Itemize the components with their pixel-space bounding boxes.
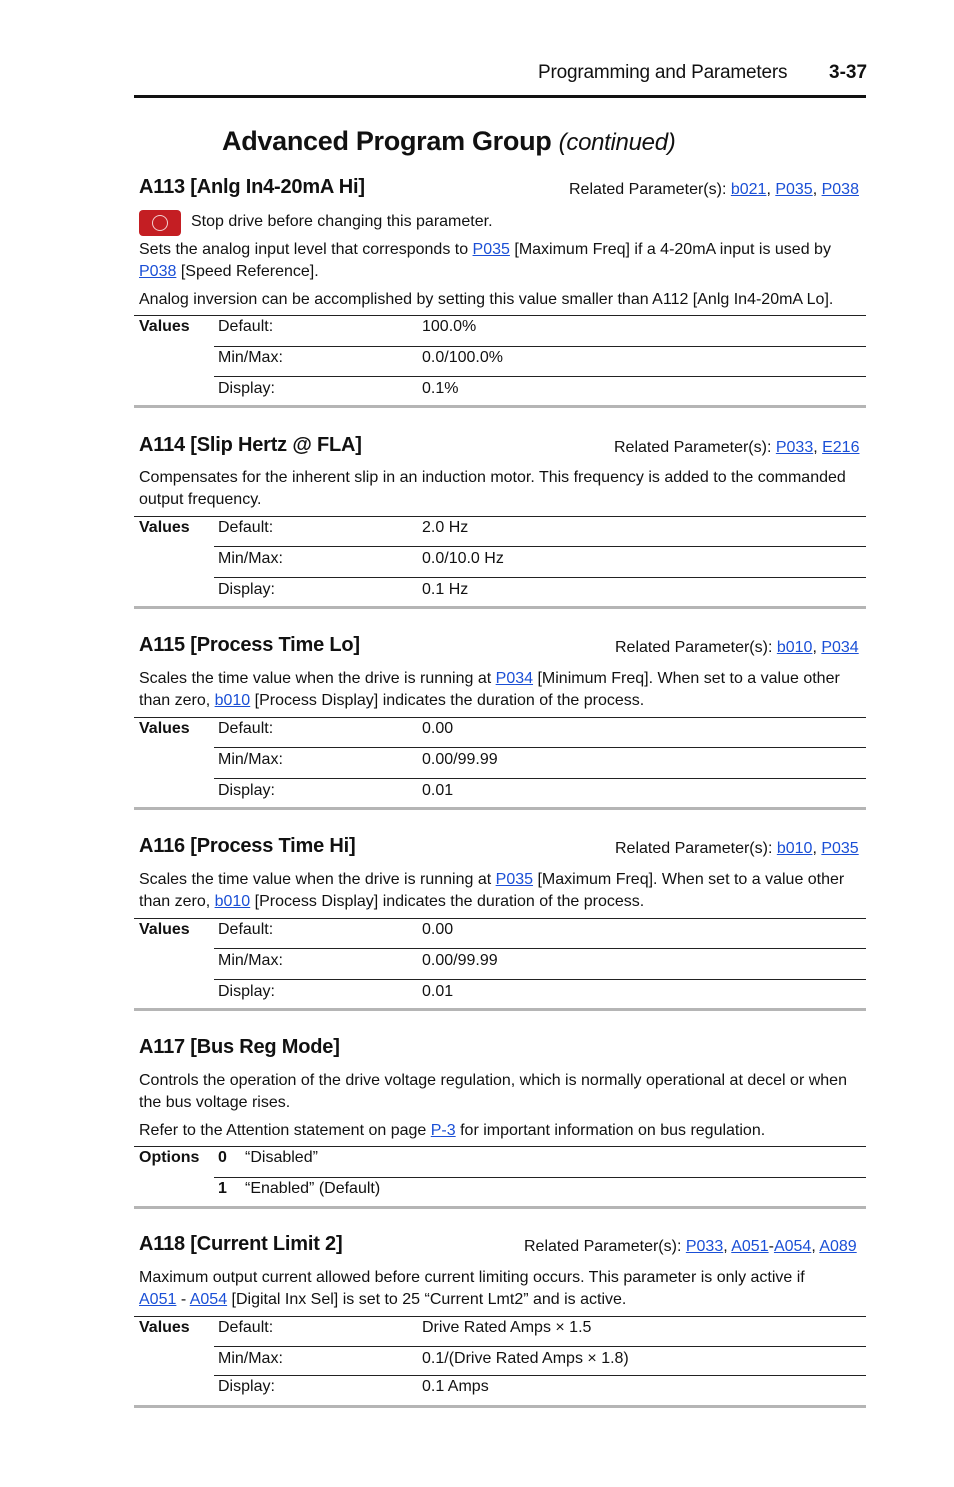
table-rule <box>134 315 866 316</box>
page-title-main: Advanced Program Group <box>222 126 552 156</box>
display-value: 0.01 <box>422 782 454 799</box>
table-rule <box>214 747 866 748</box>
desc-a115 <box>139 668 869 712</box>
related-label: Related Parameter(s): <box>569 181 727 198</box>
display-label: Display: <box>218 581 275 598</box>
table-rule <box>214 546 866 547</box>
minmax-value: 0.1/(Drive Rated Amps × 1.8) <box>422 1350 629 1367</box>
related-params-a116: Related Parameter(s): b010, P035 <box>615 840 859 857</box>
minmax-label: Min/Max: <box>218 952 283 969</box>
link-p038[interactable]: P038 <box>821 181 859 198</box>
related-params-a113: Related Parameter(s): b021, P035, P038 <box>569 181 859 198</box>
ref-a117 <box>139 1120 765 1142</box>
values-label: Values <box>139 318 190 335</box>
param-title-a113: A113 [Anlg In4-20mA Hi] <box>139 176 365 198</box>
table-bottom-rule <box>134 807 866 810</box>
related-label: Related Parameter(s): <box>615 840 773 857</box>
display-label: Display: <box>218 983 275 1000</box>
display-value: 0.01 <box>422 983 454 1000</box>
desc-text: Compensates for the inherent slip in an induction motor. This frequency is added to the commanded <box>139 469 846 486</box>
table-rule <box>214 346 866 347</box>
desc-text: output frequency. <box>139 491 262 508</box>
table-rule <box>214 948 866 949</box>
desc-text: for important information on bus regulation. <box>455 1122 766 1139</box>
values-label: Values <box>139 720 190 737</box>
table-rule <box>134 1316 866 1317</box>
desc-text: Scales the time value when the drive is running at <box>139 670 496 687</box>
table-bottom-rule <box>134 1206 866 1209</box>
option-label: “Enabled” (Default) <box>245 1180 381 1197</box>
link-a089[interactable]: A089 <box>819 1238 857 1255</box>
param-title-a114: A114 [Slip Hertz @ FLA] <box>139 434 362 456</box>
default-value: 0.00 <box>422 921 454 938</box>
table-bottom-rule <box>134 606 866 609</box>
default-value: Drive Rated Amps × 1.5 <box>422 1319 592 1336</box>
desc-a113 <box>139 239 869 283</box>
table-rule <box>134 717 866 718</box>
values-label: Values <box>139 519 190 536</box>
default-label: Default: <box>218 921 274 938</box>
link-p035[interactable]: P035 <box>775 181 813 198</box>
desc-text: Refer to the Attention statement on page <box>139 1122 431 1139</box>
desc-text: than zero, <box>139 692 215 709</box>
option-number: 1 <box>218 1180 227 1197</box>
values-label: Values <box>139 921 190 938</box>
link-a051[interactable]: A051 <box>731 1238 769 1255</box>
default-label: Default: <box>218 318 274 335</box>
desc-text: Maximum output current allowed before current limiting occurs. This parameter is only active if <box>139 1269 805 1286</box>
table-bottom-rule <box>134 405 866 408</box>
table-bottom-rule <box>134 1008 866 1011</box>
param-title-a115: A115 [Process Time Lo] <box>139 634 360 656</box>
display-value: 0.1 Amps <box>422 1378 489 1395</box>
param-title-a118: A118 [Current Limit 2] <box>139 1233 343 1255</box>
stop-drive-note: Stop drive before changing this parameter. <box>191 213 493 230</box>
link-b010[interactable]: b010 <box>214 893 251 910</box>
display-label: Display: <box>218 782 275 799</box>
desc-a117 <box>139 1070 869 1114</box>
link-e216[interactable]: E216 <box>822 439 860 456</box>
desc-a114 <box>139 467 869 511</box>
table-rule <box>214 1177 866 1178</box>
link-p038[interactable]: P038 <box>139 263 177 280</box>
link-p035[interactable]: P035 <box>495 871 534 888</box>
default-label: Default: <box>218 720 274 737</box>
desc-text: Scales the time value when the drive is running at <box>139 871 496 888</box>
link-p-3[interactable]: P-3 <box>430 1122 456 1139</box>
minmax-value: 0.0/10.0 Hz <box>422 550 504 567</box>
table-bottom-rule <box>134 1405 866 1408</box>
page-title <box>222 126 675 157</box>
link-p035[interactable]: P035 <box>821 840 859 857</box>
header-rule <box>134 95 866 98</box>
default-label: Default: <box>218 1319 274 1336</box>
desc-text: [Speed Reference]. <box>176 263 319 280</box>
table-rule <box>214 577 866 578</box>
link-b010[interactable]: b010 <box>214 692 251 709</box>
display-label: Display: <box>218 380 275 397</box>
link-p034[interactable]: P034 <box>821 639 859 656</box>
desc-text: [Minimum Freq]. When set to a value other <box>533 670 840 687</box>
related-label: Related Parameter(s): <box>615 639 773 656</box>
table-rule <box>134 1146 866 1147</box>
running-header-title: Programming and Parameters <box>538 62 788 83</box>
page-number: 3-37 <box>829 62 868 83</box>
table-rule <box>214 1346 866 1347</box>
param-title-a117: A117 [Bus Reg Mode] <box>139 1036 340 1058</box>
minmax-label: Min/Max: <box>218 1350 283 1367</box>
display-value: 0.1% <box>422 380 459 397</box>
option-label: “Disabled” <box>245 1149 318 1166</box>
default-value: 2.0 Hz <box>422 519 469 536</box>
desc-text: Sets the analog input level that corresponds to <box>139 241 473 258</box>
values-label: Values <box>139 1319 190 1336</box>
table-rule <box>214 376 866 377</box>
desc-text: [Process Display] indicates the duration of the process. <box>250 893 645 910</box>
stop-drive-icon <box>139 210 181 236</box>
desc-text: [Digital Inx Sel] is set to 25 “Current Lmt2” and is active. <box>227 1291 627 1308</box>
desc-a116 <box>139 869 869 913</box>
default-label: Default: <box>218 519 274 536</box>
related-params-a114: Related Parameter(s): P033, E216 <box>614 439 860 456</box>
minmax-label: Min/Max: <box>218 349 283 366</box>
link-p033[interactable]: P033 <box>685 1238 724 1255</box>
link-b010[interactable]: b010 <box>776 639 813 656</box>
related-label: Related Parameter(s): <box>614 439 772 456</box>
minmax-label: Min/Max: <box>218 550 283 567</box>
table-rule <box>214 1375 866 1376</box>
related-label: Related Parameter(s): <box>524 1238 682 1255</box>
default-value: 100.0% <box>422 318 477 335</box>
minmax-value: 0.0/100.0% <box>422 349 503 366</box>
link-p034[interactable]: P034 <box>495 670 534 687</box>
desc-text: - <box>176 1291 190 1308</box>
table-rule <box>214 778 866 779</box>
link-b021[interactable]: b021 <box>730 181 767 198</box>
desc-text: than zero, <box>139 893 215 910</box>
table-rule <box>214 979 866 980</box>
minmax-value: 0.00/99.99 <box>422 952 498 969</box>
minmax-label: Min/Max: <box>218 751 283 768</box>
link-p033[interactable]: P033 <box>775 439 814 456</box>
option-number: 0 <box>218 1149 227 1166</box>
display-value: 0.1 Hz <box>422 581 469 598</box>
table-rule <box>134 516 866 517</box>
param-title-a116: A116 [Process Time Hi] <box>139 835 356 857</box>
table-rule <box>134 918 866 919</box>
options-label: Options <box>139 1149 200 1166</box>
related-params-a115: Related Parameter(s): b010, P034 <box>615 639 859 656</box>
desc-text: Controls the operation of the drive voltage regulation, which is normally operational at decel or when <box>139 1072 847 1089</box>
link-p035[interactable]: P035 <box>472 241 510 258</box>
desc-text: [Maximum Freq]. When set to a value other <box>533 871 845 888</box>
default-value: 0.00 <box>422 720 454 737</box>
page-title-continued: (continued) <box>558 129 676 156</box>
link-b010[interactable]: b010 <box>776 840 813 857</box>
link-a054[interactable]: A054 <box>773 1238 812 1255</box>
minmax-value: 0.00/99.99 <box>422 751 498 768</box>
link-a054[interactable]: A054 <box>189 1291 228 1308</box>
desc-text: [Maximum Freq] if a 4-20mA input is used by <box>509 241 831 258</box>
related-params-a118: Related Parameter(s): P033, A051-A054, A089 <box>524 1238 857 1255</box>
link-a051[interactable]: A051 <box>139 1291 177 1308</box>
desc-a118 <box>139 1267 869 1311</box>
display-label: Display: <box>218 1378 275 1395</box>
desc-text: [Process Display] indicates the duration of the process. <box>250 692 645 709</box>
desc-a113-inversion: Analog inversion can be accomplished by setting this value smaller than A112 [Anlg In4-20mA Lo]. <box>139 291 834 308</box>
desc-text: the bus voltage rises. <box>139 1094 291 1111</box>
